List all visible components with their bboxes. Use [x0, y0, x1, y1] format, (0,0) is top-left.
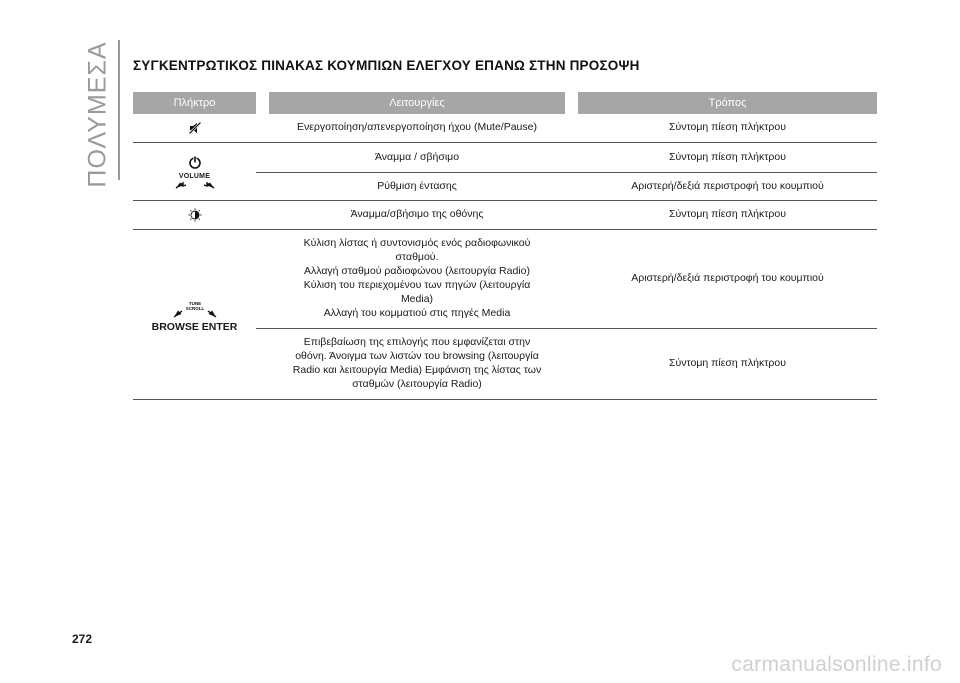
volume-label: VOLUME	[178, 172, 211, 180]
function-cell: Άναμμα/σβήσιμο της οθόνης	[350, 208, 484, 221]
mode-cell: Σύντομη πίεση πλήκτρου	[669, 357, 786, 370]
table-row-group	[133, 143, 877, 201]
table-subrow	[256, 328, 877, 399]
mode-cell: Σύντομη πίεση πλήκτρου	[669, 150, 786, 163]
key-cell	[133, 230, 256, 399]
side-divider	[118, 40, 120, 180]
subrows	[269, 230, 877, 399]
watermark: carmanualsonline.info	[731, 653, 942, 676]
page-number: 272	[72, 632, 93, 646]
table-subrow	[269, 143, 877, 172]
browse-enter-label: BROWSE ENTER	[151, 320, 238, 333]
mode-cell: Σύντομη πίεση πλήκτρου	[669, 121, 786, 134]
section-side-title	[78, 40, 118, 188]
svg-text:TUNE: TUNE	[188, 300, 201, 306]
function-cell: Ρύθμιση έντασης	[377, 179, 457, 192]
key-cell	[133, 201, 256, 229]
section-side-title-text: ΠΟΛΥΜΕΣΑ	[83, 40, 112, 188]
display-icon	[188, 208, 202, 222]
function-cell: Κύλιση λίστας ή συντονισμός ενός ραδιοφωνικού σταθμού. Αλλαγή σταθμού ραδιοφώνου (λειτουργία Radio) Κύλιση του περιεχομένου των πηγών (λειτουργία Media) Αλλαγή του κομματιού στις πηγές Media	[303, 237, 531, 319]
function-cell: Άναμμα / σβήσιμο	[374, 150, 460, 163]
table-row	[133, 114, 877, 143]
table-subrow	[269, 230, 877, 328]
table-subrow	[256, 172, 877, 200]
key-cell	[133, 143, 256, 200]
header-key: Πλήκτρο	[133, 92, 256, 114]
header-mode: Τρόπος	[578, 92, 877, 114]
mode-cell: Αριστερή/δεξιά περιστροφή του κουμπιού	[631, 272, 824, 285]
table-row	[133, 201, 877, 230]
page-title: ΣΥΓΚΕΝΤΡΩΤΙΚΟΣ ΠΙΝΑΚΑΣ ΚΟΥΜΠΙΩΝ ΕΛΕΓΧΟΥ ΕΠΑΝΩ ΣΤΗΝ ΠΡΟΣΟΨΗ	[133, 58, 640, 73]
function-cell: Επιβεβαίωση της επιλογής που εμφανίζεται στην οθόνη. Άνοιγμα των λιστών του browsing (λειτουργία Radio και λειτουργία Media) Εμφάνιση της λίστας των σταθμών (λειτουργία Radio)	[292, 336, 542, 390]
mode-cell: Σύντομη πίεση πλήκτρου	[669, 208, 786, 221]
header-functions: Λειτουργίες	[269, 92, 565, 114]
table-header	[133, 92, 877, 114]
mode-cell: Αριστερή/δεξιά περιστροφή του κουμπιού	[631, 179, 824, 192]
function-cell: Ενεργοποίηση/απενεργοποίηση ήχου (Mute/Pause)	[297, 121, 537, 134]
tune-scroll-knob-icon	[171, 297, 219, 319]
subrows	[269, 143, 877, 200]
svg-text:SCROLL: SCROLL	[185, 305, 204, 311]
controls-table	[133, 92, 877, 400]
table-row-group	[133, 230, 877, 400]
rotate-arrows-icon	[174, 180, 216, 190]
key-cell	[133, 114, 256, 142]
volume-knob-icon	[175, 154, 215, 172]
mute-icon	[188, 121, 202, 135]
